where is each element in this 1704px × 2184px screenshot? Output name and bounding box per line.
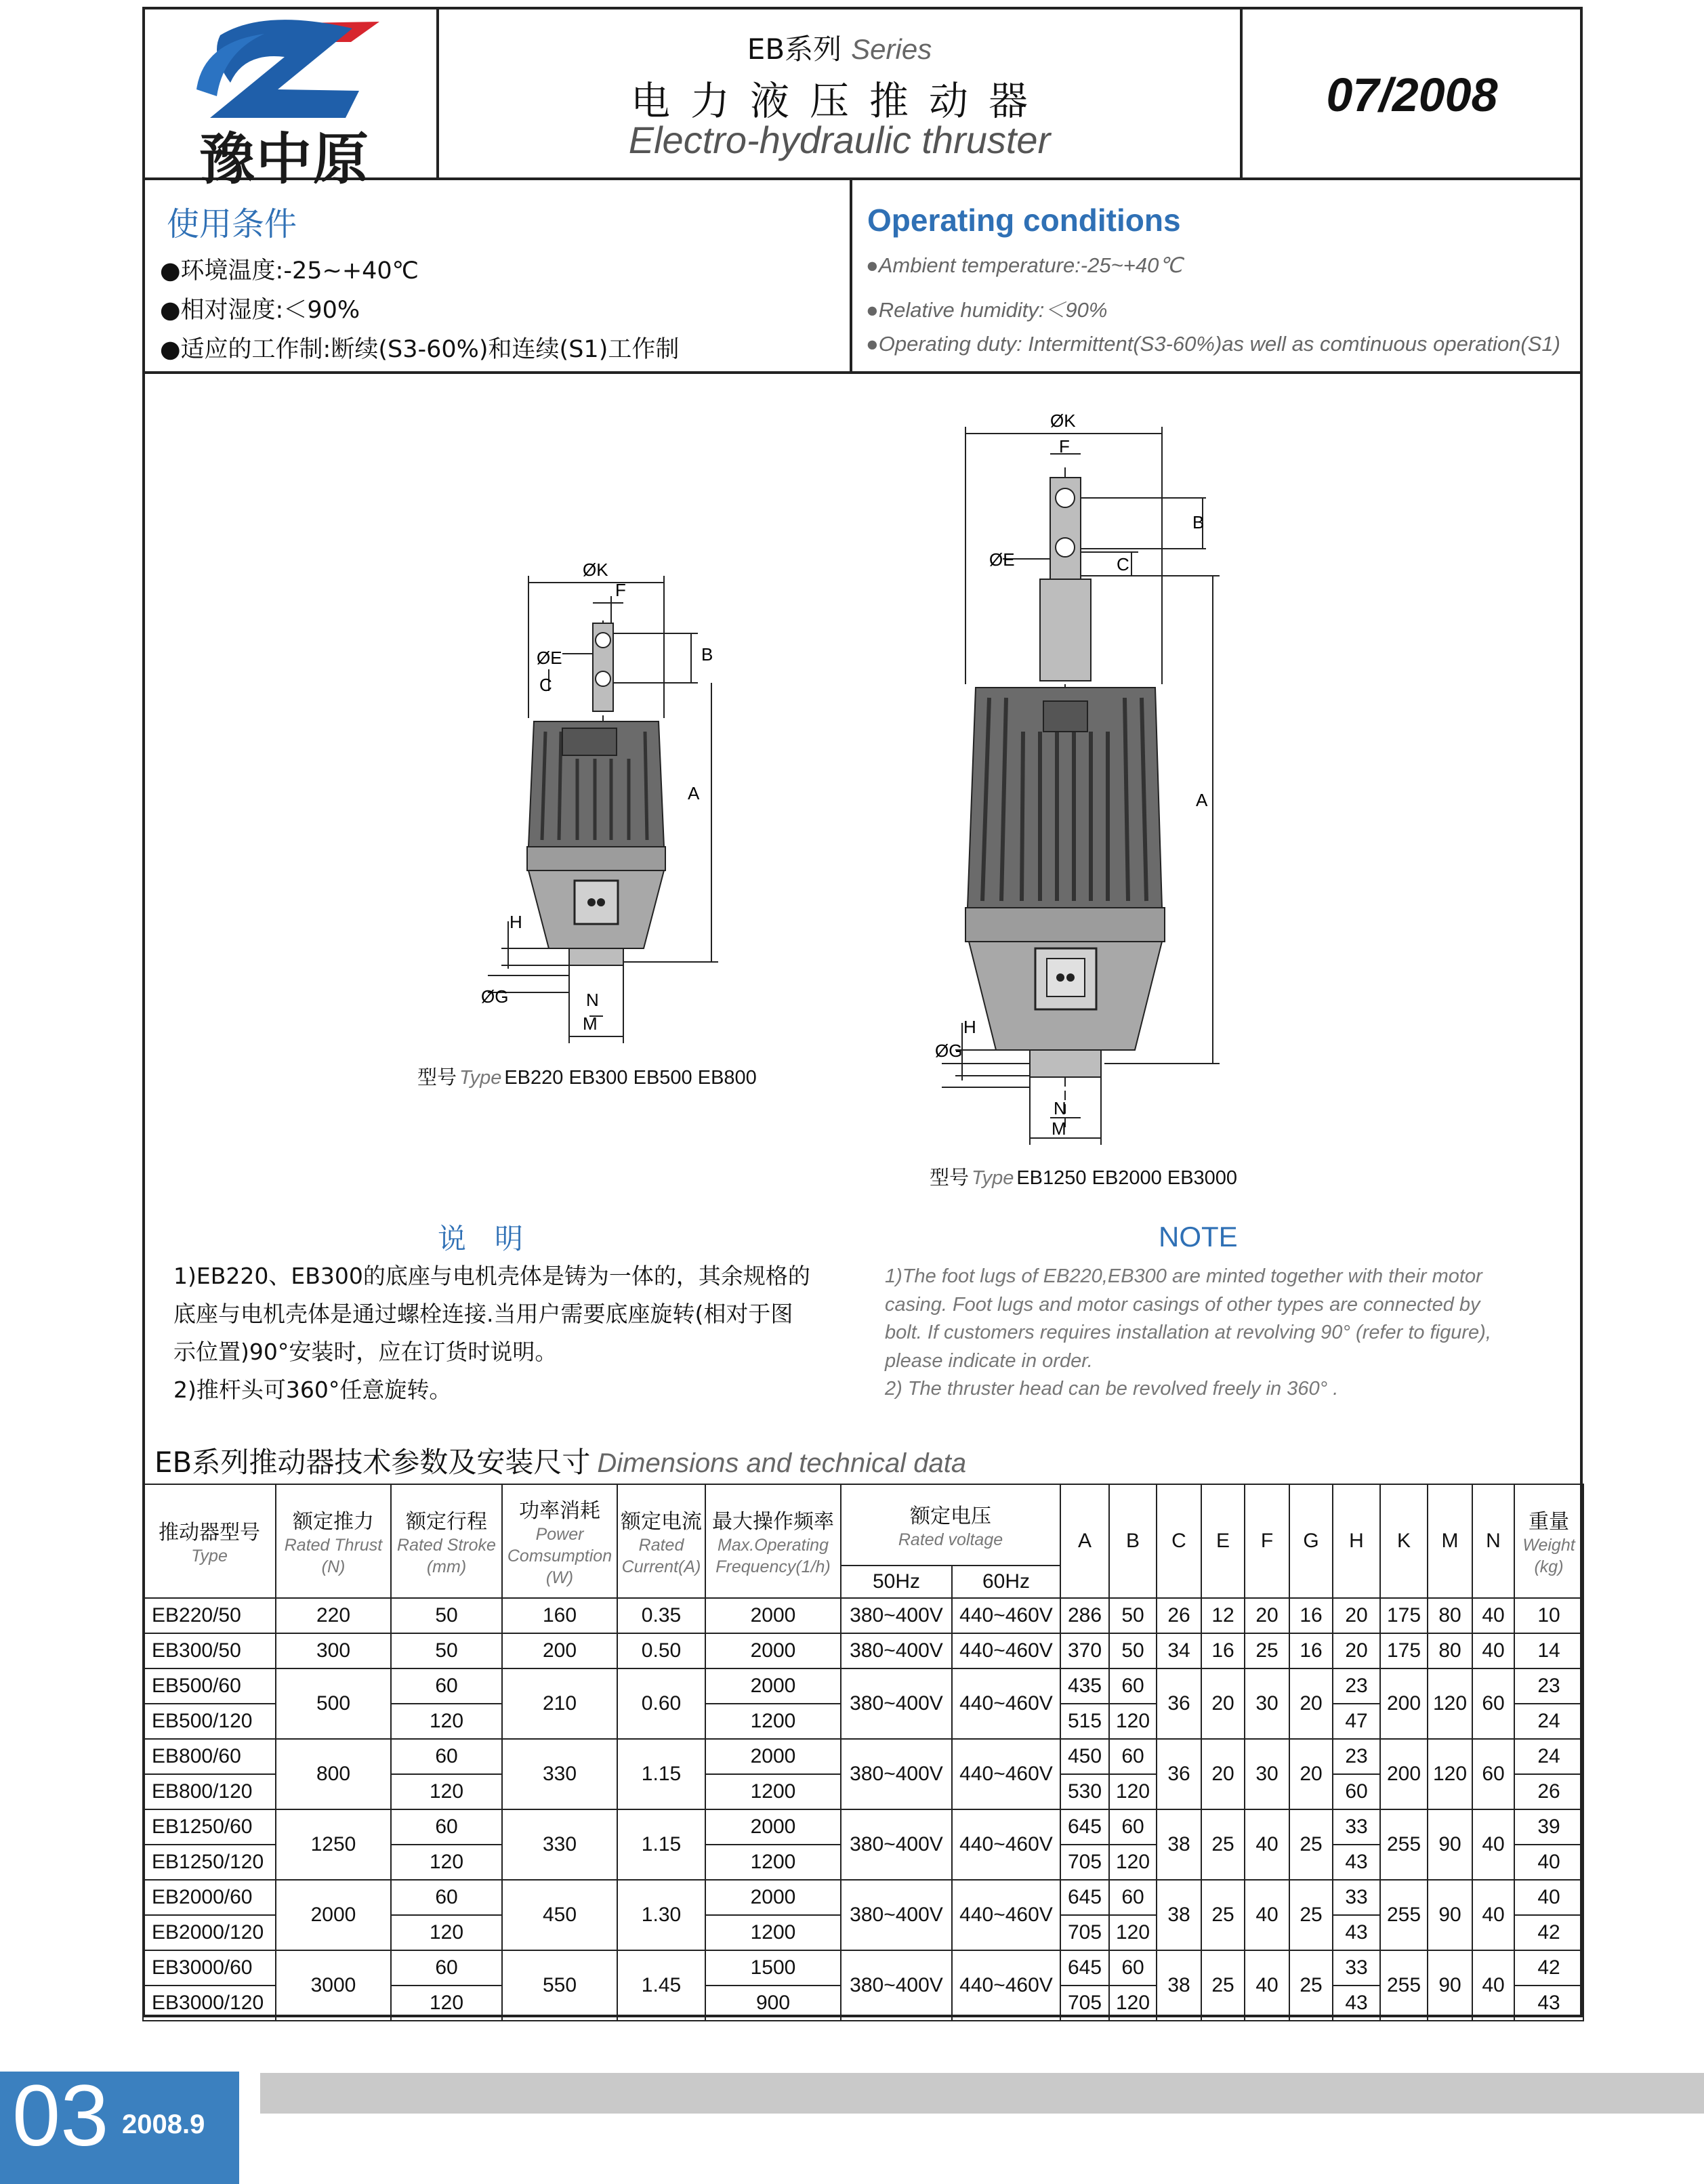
cell-B: 60 xyxy=(1109,1668,1157,1704)
cell-K: 255 xyxy=(1380,1809,1428,1880)
cell-freq: 1500 xyxy=(705,1950,841,1986)
large-caption-models: EB1250 EB2000 EB3000 xyxy=(1016,1167,1238,1189)
small-label-G: ØG xyxy=(481,986,509,1007)
col-C: C xyxy=(1157,1484,1201,1598)
cell-A: 705 xyxy=(1060,1986,1109,2021)
cell-K: 175 xyxy=(1380,1598,1428,1633)
cell-type: EB2000/120 xyxy=(143,1915,276,1950)
logo-blue-z xyxy=(210,20,359,118)
cell-A: 450 xyxy=(1060,1739,1109,1774)
cell-M: 90 xyxy=(1428,1880,1472,1950)
cell-v60: 440~460V xyxy=(952,1668,1060,1739)
cell-G: 16 xyxy=(1289,1598,1333,1633)
cell-B: 120 xyxy=(1109,1915,1157,1950)
cell-A: 435 xyxy=(1060,1668,1109,1704)
condition-en-2: ●Relative humidity:＜90% xyxy=(866,298,1108,322)
note-en-line-5: 2) The thruster head can be revolved freely in 360° . xyxy=(885,1378,1339,1400)
company-logo xyxy=(183,15,386,123)
cell-C: 34 xyxy=(1157,1633,1201,1668)
cell-v60: 440~460V xyxy=(952,1739,1060,1809)
notes-heading-cn: 说 明 xyxy=(438,1222,524,1255)
condition-cn-2: ●相对湿度:＜90% xyxy=(160,297,360,324)
table-title-en: Dimensions and technical data xyxy=(597,1448,967,1478)
col-voltage: 额定电压 Rated voltage xyxy=(841,1484,1060,1566)
cell-C: 38 xyxy=(1157,1809,1201,1880)
col-frequency: 最大操作频率 Max.Operating Frequency(1/h) xyxy=(705,1484,841,1598)
condition-en-1: ●Ambient temperature:-25~+40℃ xyxy=(866,253,1183,277)
cell-H: 20 xyxy=(1333,1598,1380,1633)
cell-type: EB3000/120 xyxy=(143,1986,276,2021)
cell-M: 80 xyxy=(1428,1633,1472,1668)
cell-v60: 440~460V xyxy=(952,1880,1060,1950)
condition-cn-1: ●环境温度:-25~+40℃ xyxy=(160,257,419,285)
cell-freq: 2000 xyxy=(705,1880,841,1915)
cell-B: 60 xyxy=(1109,1809,1157,1845)
cell-freq: 2000 xyxy=(705,1633,841,1668)
col-B: B xyxy=(1109,1484,1157,1598)
cell-type: EB2000/60 xyxy=(143,1880,276,1915)
cell-E: 25 xyxy=(1201,1880,1245,1950)
small-label-E: ØE xyxy=(537,648,562,668)
cell-B: 120 xyxy=(1109,1845,1157,1880)
cell-stroke: 50 xyxy=(391,1598,502,1633)
cell-F: 40 xyxy=(1245,1950,1289,2021)
cell-A: 645 xyxy=(1060,1880,1109,1915)
table-title-cn: EB系列推动器技术参数及安装尺寸 xyxy=(154,1446,591,1479)
cell-current: 1.30 xyxy=(617,1880,705,1950)
notes-body-en xyxy=(885,1263,1546,1404)
cell-H: 20 xyxy=(1333,1633,1380,1668)
note-en-line-2: casing. Foot lugs and motor casings of other types are connected by xyxy=(885,1293,1480,1316)
small-caption-cn: 型号 xyxy=(417,1066,457,1089)
conditions-heading-en: Operating conditions xyxy=(867,203,1181,238)
col-A: A xyxy=(1060,1484,1109,1598)
cell-power: 210 xyxy=(502,1668,617,1739)
cell-freq: 1200 xyxy=(705,1774,841,1809)
cell-N: 40 xyxy=(1472,1633,1514,1668)
table-row xyxy=(143,1880,1583,1915)
large-drawing-caption xyxy=(930,1162,1237,1190)
cell-W: 42 xyxy=(1514,1950,1583,1986)
cell-B: 50 xyxy=(1109,1598,1157,1633)
col-current: 额定电流 Rated Current(A) xyxy=(617,1484,705,1598)
cell-type: EB1250/120 xyxy=(143,1845,276,1880)
cell-v50: 380~400V xyxy=(841,1633,952,1668)
cell-v50: 380~400V xyxy=(841,1950,952,2021)
cell-B: 60 xyxy=(1109,1880,1157,1915)
large-label-C: C xyxy=(1117,554,1129,574)
large-thruster-drawing xyxy=(935,413,1233,1152)
cell-G: 20 xyxy=(1289,1739,1333,1809)
condition-cn-3: ●适应的工作制:断续(S3-60%)和连续(S1)工作制 xyxy=(160,336,680,363)
cell-stroke: 60 xyxy=(391,1809,502,1845)
note-en-line-3: bolt. If customers requires installation at revolving 90° (refer to figure), xyxy=(885,1322,1491,1343)
series-cn: EB系列 xyxy=(747,33,842,66)
conditions-divider xyxy=(142,371,1583,374)
conditions-heading-cn: 使用条件 xyxy=(167,205,297,243)
cell-power: 550 xyxy=(502,1950,617,2021)
large-label-H: H xyxy=(963,1017,976,1037)
table-row xyxy=(143,1950,1583,1986)
cell-K: 175 xyxy=(1380,1633,1428,1668)
cell-W: 10 xyxy=(1514,1598,1583,1633)
cell-B: 120 xyxy=(1109,1774,1157,1809)
cell-F: 20 xyxy=(1245,1598,1289,1633)
cell-F: 40 xyxy=(1245,1880,1289,1950)
cell-C: 36 xyxy=(1157,1668,1201,1739)
cell-G: 20 xyxy=(1289,1668,1333,1739)
table-title xyxy=(154,1440,966,1481)
col-50hz: 50Hz xyxy=(841,1566,952,1598)
cell-thrust: 300 xyxy=(276,1633,391,1668)
cell-power: 160 xyxy=(502,1598,617,1633)
col-power: 功率消耗 Power Comsumption (W) xyxy=(502,1484,617,1598)
table-row xyxy=(143,1809,1583,1845)
notes-heading-en: NOTE xyxy=(1159,1221,1238,1253)
small-drawing-caption xyxy=(417,1062,757,1090)
cell-B: 120 xyxy=(1109,1704,1157,1739)
cell-A: 705 xyxy=(1060,1915,1109,1950)
small-thruster-drawing xyxy=(461,555,745,1043)
col-M: M xyxy=(1428,1484,1472,1598)
cell-v60: 440~460V xyxy=(952,1598,1060,1633)
cell-current: 0.35 xyxy=(617,1598,705,1633)
spec-table xyxy=(142,1484,1584,2021)
cell-stroke: 60 xyxy=(391,1668,502,1704)
cell-K: 255 xyxy=(1380,1950,1428,2021)
cell-H: 47 xyxy=(1333,1704,1380,1739)
cell-K: 200 xyxy=(1380,1739,1428,1809)
cell-v60: 440~460V xyxy=(952,1633,1060,1668)
table-row xyxy=(143,1633,1583,1668)
cell-thrust: 2000 xyxy=(276,1880,391,1950)
cell-freq: 1200 xyxy=(705,1704,841,1739)
cell-stroke: 60 xyxy=(391,1950,502,1986)
cell-E: 25 xyxy=(1201,1950,1245,2021)
cell-W: 14 xyxy=(1514,1633,1583,1668)
small-label-B: B xyxy=(701,644,713,665)
footer-page-number: 03 xyxy=(12,2067,109,2164)
cell-stroke: 120 xyxy=(391,1845,502,1880)
small-thruster-body xyxy=(527,721,665,965)
cell-G: 16 xyxy=(1289,1633,1333,1668)
cell-B: 50 xyxy=(1109,1633,1157,1668)
cell-E: 20 xyxy=(1201,1668,1245,1739)
cell-v50: 380~400V xyxy=(841,1668,952,1739)
cell-F: 25 xyxy=(1245,1633,1289,1668)
large-label-F: F xyxy=(1059,436,1070,457)
small-label-H: H xyxy=(510,912,522,932)
col-H: H xyxy=(1333,1484,1380,1598)
cell-M: 90 xyxy=(1428,1809,1472,1880)
cell-thrust: 800 xyxy=(276,1739,391,1809)
cell-E: 16 xyxy=(1201,1633,1245,1668)
cell-M: 80 xyxy=(1428,1598,1472,1633)
series-line xyxy=(438,27,1241,68)
small-label-A: A xyxy=(688,783,700,803)
cell-H: 43 xyxy=(1333,1845,1380,1880)
cell-W: 42 xyxy=(1514,1915,1583,1950)
col-K: K xyxy=(1380,1484,1428,1598)
cell-N: 40 xyxy=(1472,1950,1514,2021)
cell-H: 23 xyxy=(1333,1739,1380,1774)
col-weight: 重量 Weight (kg) xyxy=(1514,1484,1583,1598)
table-row xyxy=(143,1598,1583,1633)
cell-power: 330 xyxy=(502,1739,617,1809)
cell-type: EB1250/60 xyxy=(143,1809,276,1845)
cell-A: 515 xyxy=(1060,1704,1109,1739)
cell-F: 40 xyxy=(1245,1809,1289,1880)
cell-W: 23 xyxy=(1514,1668,1583,1704)
title-en: Electro-hydraulic thruster xyxy=(628,119,1051,161)
small-caption-models: EB220 EB300 EB500 EB800 xyxy=(504,1067,757,1089)
cell-W: 43 xyxy=(1514,1986,1583,2021)
cell-N: 40 xyxy=(1472,1598,1514,1633)
cell-A: 645 xyxy=(1060,1950,1109,1986)
cell-W: 24 xyxy=(1514,1739,1583,1774)
large-label-B: B xyxy=(1192,512,1205,532)
large-caption-cn: 型号 xyxy=(930,1166,970,1189)
cell-N: 60 xyxy=(1472,1668,1514,1739)
cell-v60: 440~460V xyxy=(952,1950,1060,2021)
cell-H: 43 xyxy=(1333,1915,1380,1950)
cell-current: 1.15 xyxy=(617,1809,705,1880)
cell-type: EB500/120 xyxy=(143,1704,276,1739)
small-caption-en: Type xyxy=(459,1067,502,1089)
cell-stroke: 50 xyxy=(391,1633,502,1668)
title-cn: 电力液压推动器 xyxy=(630,78,1048,124)
note-cn-line-4: 2)推杆头可360°任意旋转。 xyxy=(173,1377,452,1403)
cell-E: 20 xyxy=(1201,1739,1245,1809)
cell-v50: 380~400V xyxy=(841,1880,952,1950)
cell-W: 39 xyxy=(1514,1809,1583,1845)
spec-table-body xyxy=(143,1598,1583,2021)
cell-N: 40 xyxy=(1472,1809,1514,1880)
table-row xyxy=(143,1739,1583,1774)
cell-v50: 380~400V xyxy=(841,1598,952,1633)
small-label-F: F xyxy=(615,580,626,600)
cell-type: EB220/50 xyxy=(143,1598,276,1633)
table-row xyxy=(143,1668,1583,1704)
cell-stroke: 60 xyxy=(391,1880,502,1915)
col-type: 推动器型号 Type xyxy=(143,1484,276,1598)
condition-en-3: ●Operating duty: Intermittent(S3-60%)as well as comtinuous operation(S1) xyxy=(866,332,1560,356)
cell-stroke: 120 xyxy=(391,1774,502,1809)
cell-A: 705 xyxy=(1060,1845,1109,1880)
large-label-N: N xyxy=(1054,1098,1066,1118)
cell-W: 26 xyxy=(1514,1774,1583,1809)
cell-K: 200 xyxy=(1380,1668,1428,1739)
note-en-line-1: 1)The foot lugs of EB220,EB300 are minted together with their motor xyxy=(885,1265,1482,1287)
cell-thrust: 500 xyxy=(276,1668,391,1739)
col-stroke: 额定行程 Rated Stroke (mm) xyxy=(391,1484,502,1598)
note-cn-line-1: 1)EB220、EB300的底座与电机壳体是铸为一体的，其余规格的 xyxy=(173,1263,810,1289)
cell-C: 26 xyxy=(1157,1598,1201,1633)
cell-A: 530 xyxy=(1060,1774,1109,1809)
cell-G: 25 xyxy=(1289,1950,1333,2021)
cell-C: 38 xyxy=(1157,1880,1201,1950)
col-thrust: 额定推力 Rated Thrust (N) xyxy=(276,1484,391,1598)
cell-C: 36 xyxy=(1157,1739,1201,1809)
cell-thrust: 1250 xyxy=(276,1809,391,1880)
large-label-G: ØG xyxy=(935,1041,963,1061)
cell-power: 330 xyxy=(502,1809,617,1880)
cell-H: 33 xyxy=(1333,1809,1380,1845)
cell-type: EB500/60 xyxy=(143,1668,276,1704)
cell-A: 286 xyxy=(1060,1598,1109,1633)
logo-text: 豫中原 xyxy=(199,127,370,192)
series-en: Series xyxy=(851,33,932,65)
footer-bar xyxy=(260,2073,1704,2114)
cell-N: 60 xyxy=(1472,1739,1514,1809)
cell-M: 120 xyxy=(1428,1668,1472,1739)
cell-stroke: 60 xyxy=(391,1739,502,1774)
cell-freq: 2000 xyxy=(705,1668,841,1704)
cell-type: EB3000/60 xyxy=(143,1950,276,1986)
cell-W: 40 xyxy=(1514,1880,1583,1915)
cell-thrust: 3000 xyxy=(276,1950,391,2021)
cell-G: 25 xyxy=(1289,1880,1333,1950)
col-60hz: 60Hz xyxy=(952,1566,1060,1598)
cell-stroke: 120 xyxy=(391,1704,502,1739)
cell-W: 24 xyxy=(1514,1704,1583,1739)
cell-M: 90 xyxy=(1428,1950,1472,2021)
cell-freq: 2000 xyxy=(705,1809,841,1845)
cell-H: 43 xyxy=(1333,1986,1380,2021)
cell-type: EB800/60 xyxy=(143,1739,276,1774)
document-date: 07/2008 xyxy=(1326,68,1498,121)
col-E: E xyxy=(1201,1484,1245,1598)
cell-C: 38 xyxy=(1157,1950,1201,2021)
small-label-C: C xyxy=(539,675,552,695)
cell-freq: 1200 xyxy=(705,1915,841,1950)
cell-B: 60 xyxy=(1109,1950,1157,1986)
cell-M: 120 xyxy=(1428,1739,1472,1809)
cell-B: 120 xyxy=(1109,1986,1157,2021)
cell-freq: 2000 xyxy=(705,1598,841,1633)
cell-thrust: 220 xyxy=(276,1598,391,1633)
cell-freq: 1200 xyxy=(705,1845,841,1880)
note-en-line-4: please indicate in order. xyxy=(885,1349,1093,1372)
cell-freq: 2000 xyxy=(705,1739,841,1774)
conditions-mid-divider xyxy=(850,179,852,373)
cell-current: 0.60 xyxy=(617,1668,705,1739)
large-label-M: M xyxy=(1052,1118,1066,1139)
cell-W: 40 xyxy=(1514,1845,1583,1880)
cell-E: 12 xyxy=(1201,1598,1245,1633)
cell-E: 25 xyxy=(1201,1809,1245,1880)
cell-v60: 440~460V xyxy=(952,1809,1060,1880)
cell-F: 30 xyxy=(1245,1668,1289,1739)
cell-H: 33 xyxy=(1333,1880,1380,1915)
cell-type: EB300/50 xyxy=(143,1633,276,1668)
col-F: F xyxy=(1245,1484,1289,1598)
col-G: G xyxy=(1289,1484,1333,1598)
cell-freq: 900 xyxy=(705,1986,841,2021)
cell-power: 450 xyxy=(502,1880,617,1950)
cell-K: 255 xyxy=(1380,1880,1428,1950)
large-caption-en: Type xyxy=(972,1167,1014,1189)
col-N: N xyxy=(1472,1484,1514,1598)
cell-A: 645 xyxy=(1060,1809,1109,1845)
cell-v50: 380~400V xyxy=(841,1739,952,1809)
cell-H: 33 xyxy=(1333,1950,1380,1986)
cell-A: 370 xyxy=(1060,1633,1109,1668)
cell-stroke: 120 xyxy=(391,1986,502,2021)
cell-N: 40 xyxy=(1472,1880,1514,1950)
cell-v50: 380~400V xyxy=(841,1809,952,1880)
cell-H: 23 xyxy=(1333,1668,1380,1704)
small-label-K: ØK xyxy=(583,560,608,580)
cell-G: 25 xyxy=(1289,1809,1333,1880)
cell-current: 1.45 xyxy=(617,1950,705,2021)
cell-current: 1.15 xyxy=(617,1739,705,1809)
cell-type: EB800/120 xyxy=(143,1774,276,1809)
cell-B: 60 xyxy=(1109,1739,1157,1774)
note-cn-line-2: 底座与电机壳体是通过螺栓连接.当用户需要底座旋转(相对于图 xyxy=(173,1301,793,1327)
large-thruster-body xyxy=(965,688,1165,1077)
footer-date: 2008.9 xyxy=(122,2109,205,2139)
small-label-M: M xyxy=(583,1013,598,1034)
cell-current: 0.50 xyxy=(617,1633,705,1668)
notes-body-cn xyxy=(173,1257,851,1409)
cell-stroke: 120 xyxy=(391,1915,502,1950)
cell-H: 60 xyxy=(1333,1774,1380,1809)
small-label-N: N xyxy=(586,990,599,1010)
large-label-E: ØE xyxy=(989,549,1015,570)
cell-F: 30 xyxy=(1245,1739,1289,1809)
cell-power: 200 xyxy=(502,1633,617,1668)
large-label-A: A xyxy=(1196,790,1208,810)
note-cn-line-3: 示位置)90°安装时，应在订货时说明。 xyxy=(173,1339,558,1365)
large-label-K: ØK xyxy=(1050,413,1076,431)
